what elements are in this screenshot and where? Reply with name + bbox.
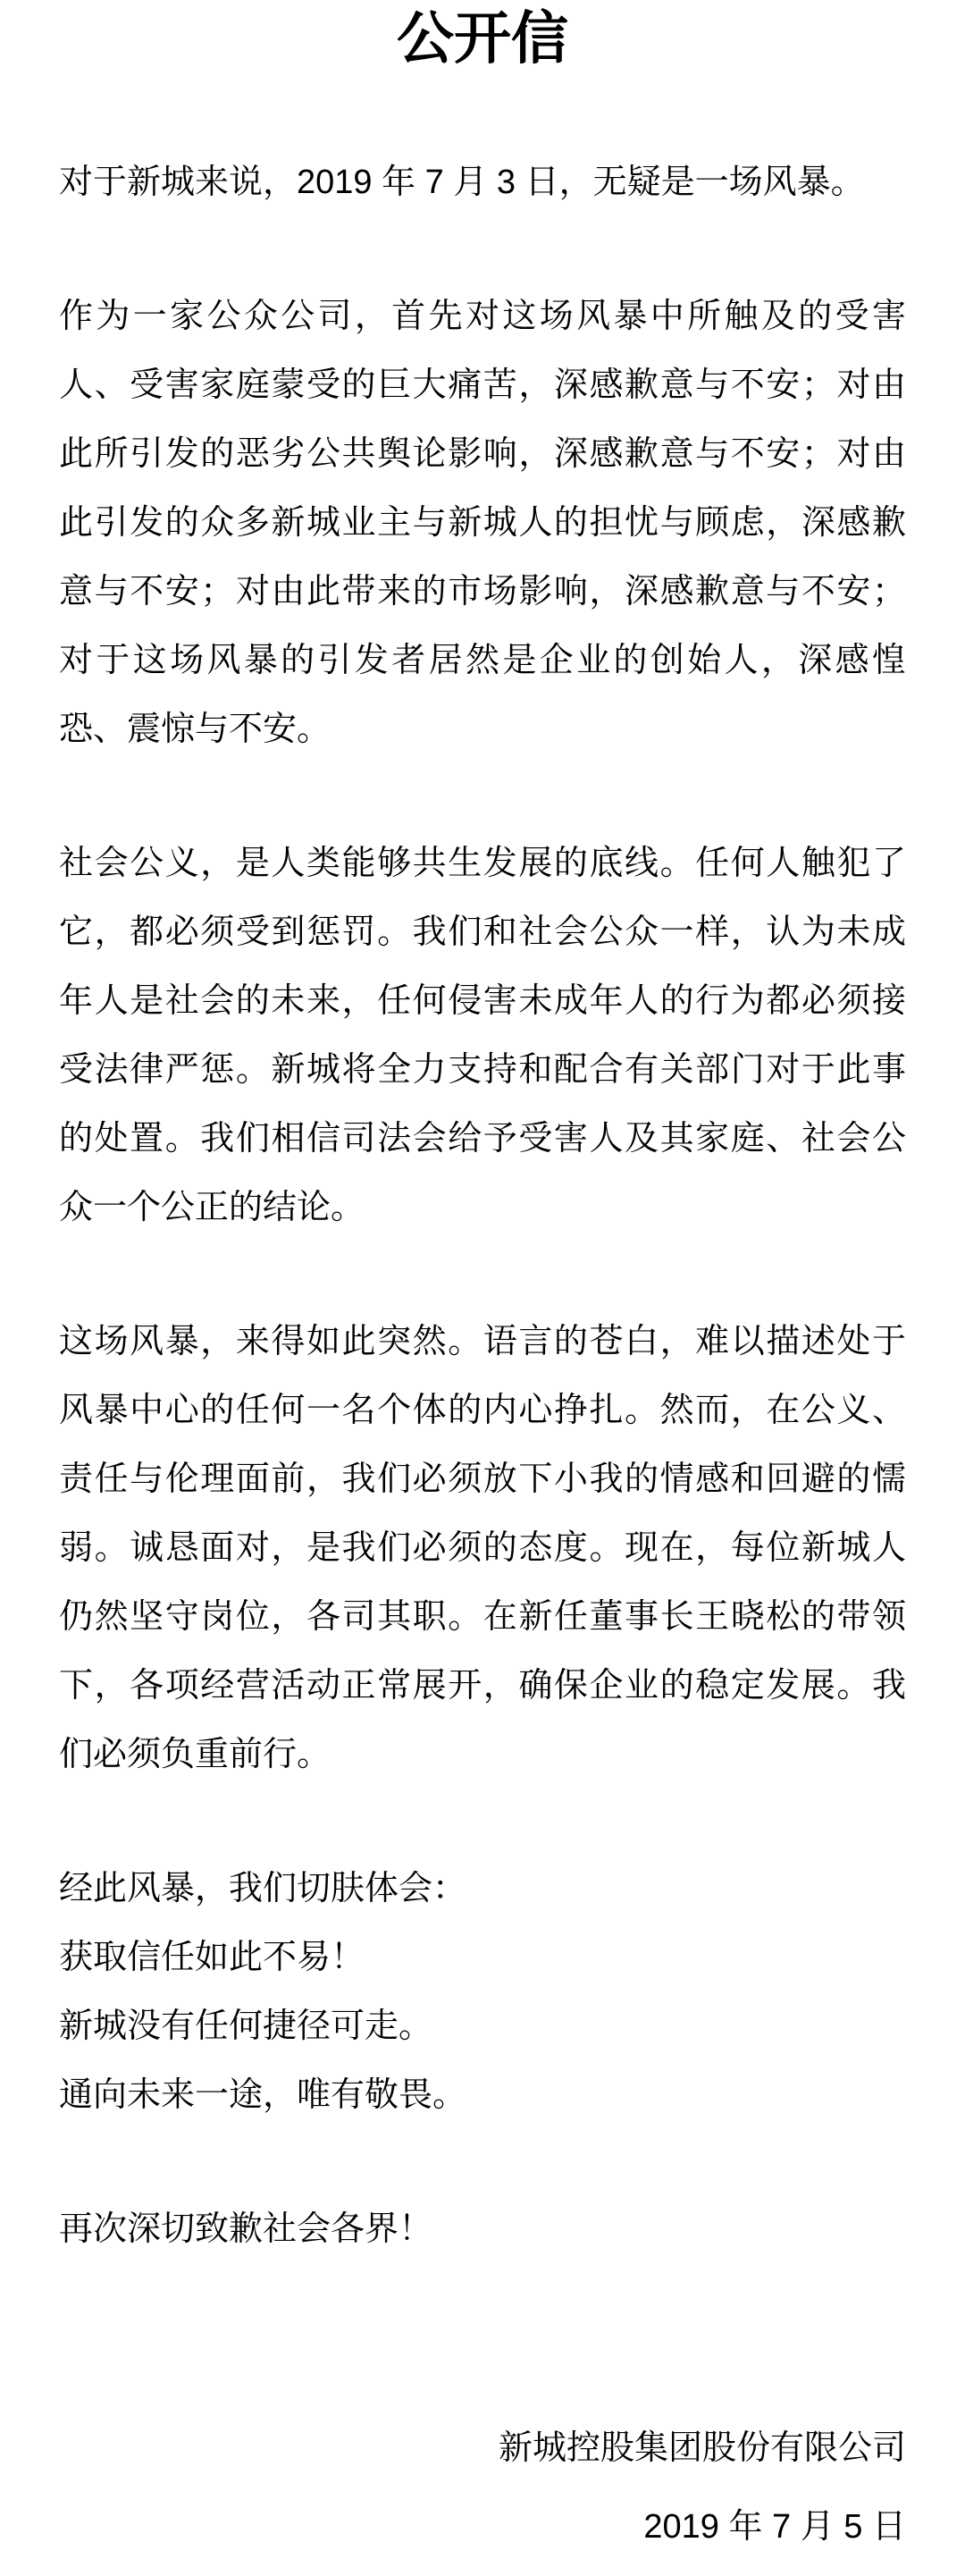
apology-line: 再次深切致歉社会各界！ [59,2210,433,2248]
closing-line-trust: 获取信任如此不易！ [59,1939,365,1976]
closing-line-future: 通向未来一途，唯有敬畏。 [59,2076,467,2114]
open-letter [59,7,906,2562]
closing-lines [59,1855,906,2130]
signature-company: 新城控股集团股份有限公司 [498,2429,906,2467]
signature-date: 2019 年 7 月 5 日 [643,2508,906,2546]
letter-title: 公开信 [397,6,568,71]
paragraph-justice: 社会公义，是人类能够共生发展的底线。任何人触犯了它，都必须受到惩罚。我们和社会公众一样，认为未成年人是社会的未来，任何侵害未成年人的行为都必须接受法律严惩。新城将全力支持和配合有关部门对于此事的处置。我们相信司法会给予受害人及其家庭、社会公众一个公正的结论。 [59,845,906,1226]
signature-block [59,2414,906,2562]
paragraph-resolve: 这场风暴，来得如此突然。语言的苍白，难以描述处于风暴中心的任何一名个体的内心挣扎。然而，在公义、责任与伦理面前，我们必须放下小我的情感和回避的懦弱。诚恳面对，是我们必须的态度。现在，每位新城人仍然坚守岗位，各司其职。在新任董事长王晓松的带领下，各项经营活动正常展开，确保企业的稳定发展。我们必须负重前行。 [59,1323,906,1773]
paragraph-intro: 对于新城来说，2019 年 7 月 3 日，无疑是一场风暴。 [59,164,865,201]
closing-line-realization: 经此风暴，我们切肤体会： [59,1870,467,1907]
paragraph-apologies: 作为一家公众公司，首先对这场风暴中所触及的受害人、受害家庭蒙受的巨大痛苦，深感歉意与不安；对由此所引发的恶劣公共舆论影响，深感歉意与不安；对由此引发的众多新城业主与新城人的担忧与顾虑，深感歉意与不安；对由此带来的市场影响，深感歉意与不安；对于这场风暴的引发者居然是企业的创始人，深感惶恐、震惊与不安。 [59,298,906,748]
closing-line-no-shortcut: 新城没有任何捷径可走。 [59,2008,433,2045]
